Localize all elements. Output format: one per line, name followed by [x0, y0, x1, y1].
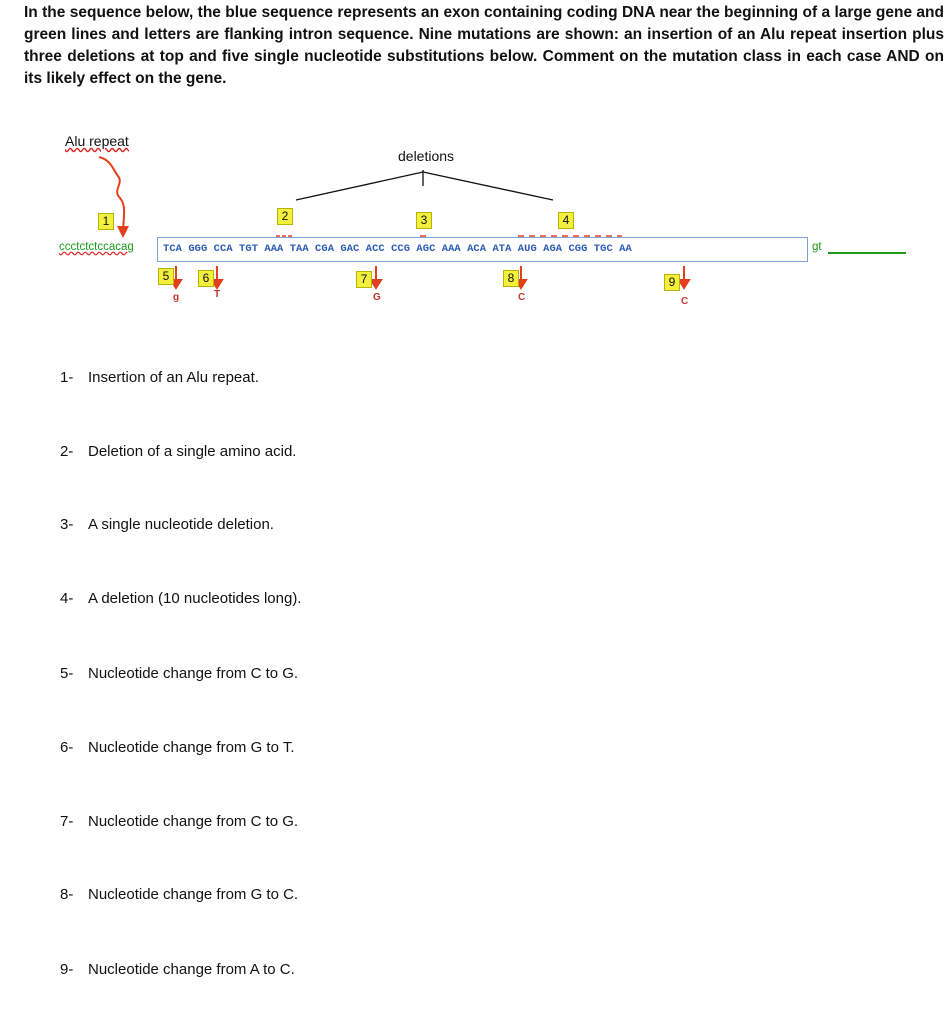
- alu-arrowhead: [117, 226, 129, 238]
- list-item: 5- Nucleotide change from C to G.: [60, 665, 299, 682]
- list-item: 2- Deletion of a single amino acid.: [60, 443, 297, 460]
- alu-repeat-label: Alu repeat: [65, 133, 129, 149]
- badge-6: 6: [198, 270, 214, 287]
- list-item: 9- Nucleotide change from A to C.: [60, 961, 295, 978]
- deletion-line-4: [423, 172, 553, 200]
- badge-9: 9: [664, 274, 680, 291]
- badge-7: 7: [356, 271, 372, 288]
- deletion-line-2: [296, 172, 423, 200]
- exon-sequence: TCA GGG CCA TGT AAA TAA CGA GAC ACC CCG AGC AAA ACA ATA AUG AGA CGG TGC AA: [163, 243, 632, 255]
- list-item: 7- Nucleotide change from C to G.: [60, 813, 299, 830]
- badge-3: 3: [416, 212, 432, 229]
- list-item: 4- A deletion (10 nucleotides long).: [60, 590, 302, 607]
- substitution-8: C: [518, 292, 526, 303]
- list-item: 8- Nucleotide change from G to C.: [60, 886, 299, 903]
- substitution-6: T: [214, 289, 221, 300]
- badge-1: 1: [98, 213, 114, 230]
- list-item: 3- A single nucleotide deletion.: [60, 516, 274, 533]
- badge-2: 2: [277, 208, 293, 225]
- intron-right-sequence: gt: [812, 241, 822, 253]
- list-item: 6- Nucleotide change from G to T.: [60, 739, 295, 756]
- substitution-7: G: [373, 292, 381, 303]
- badge-5: 5: [158, 268, 174, 285]
- diagram-lines: [0, 0, 952, 330]
- badge-8: 8: [503, 270, 519, 287]
- deletions-label: deletions: [398, 148, 455, 164]
- list-item: 1- Insertion of an Alu repeat.: [60, 369, 259, 386]
- substitution-5: g: [173, 292, 180, 303]
- badge-4: 4: [558, 212, 574, 229]
- intron-left-sequence: ccctctctccacag: [59, 241, 134, 253]
- question-text: In the sequence below, the blue sequence represents an exon containing coding DNA near the beginning of a large gene and green lines and letters are flanking intron sequence. Nine mutations are shown: an insertion of an Alu repeat insertion plus three deletions at top and five single nucleotide substitutions below. Comment on the mutation class in each case AND on its likely effect on the gene.: [24, 4, 944, 87]
- substitution-9: C: [681, 296, 689, 307]
